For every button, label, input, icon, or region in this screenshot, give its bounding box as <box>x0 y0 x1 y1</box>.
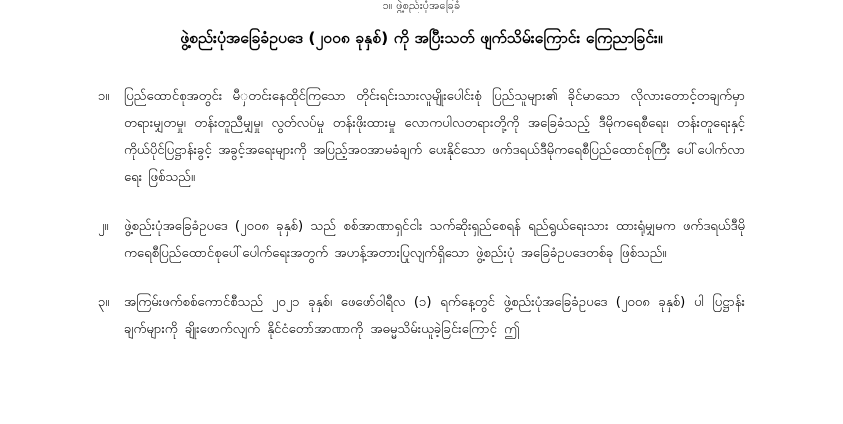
paragraph-3 <box>98 289 745 343</box>
top-text-fragment: ၁။ ဖွဲ့စည်းပုံအခြေခံ <box>382 0 461 12</box>
paragraph-2 <box>98 213 745 267</box>
document-body <box>98 83 745 343</box>
paragraph-1-number: ၁။ <box>98 89 110 104</box>
paragraph-3-text: အကြမ်းဖက်စစ်ကောင်စီသည် ၂၀၂၁ ခုနှစ်၊ ဖေဖော်ဝါရီလ (၁) ရက်နေ့တွင် ဖွဲ့စည်းပုံအခြေခံဥပဒေ (၂၀၀၈ ခုနှစ်) ပါ ပြဋ္ဌာန်းချက်များကို ချိုးဖောက်လျက် နိုင်ငံတော်အာဏာကို အဓမ္မသိမ်းယူခဲ့ခြင်းကြောင့် ဤ <box>124 295 745 337</box>
paragraph-2-text: ဖွဲ့စည်းပုံအခြေခံဥပဒေ (၂၀၀၈ ခုနှစ်) သည် စစ်အာဏာရှင်ငါး သက်ဆိုးရှည်စေရန် ရည်ရွယ်ရေးသား ထားရုံမျှမက ဖက်ဒရယ်ဒီမိုကရေစီပြည်ထောင်စုပေါ်ပေါက်ရေးအတွက် အဟန့်အတားပြုလျက်ရှိသော ဖွဲ့စည်းပုံ အခြေခံဥပဒေတစ်ခု ဖြစ်သည်။ <box>124 219 745 261</box>
paragraph-1-text: ပြည်ထောင်စုအတွင်း မီှတင်းနေထိုင်ကြသော တိုင်းရင်းသားလူမျိုးပေါင်းစုံ ပြည်သူများ၏ ခိုင်မာသော လိုလားတောင့်တချက်မှာ တရားမျှတမှု၊ တန်းတူညီမျှမှု၊ လွတ်လပ်မှု တန်းဖိုးထားမှု လောကပါလတရားတို့ကို အခြေခံသည့် ဒီမိုကရေစီရေး၊ တန်းတူရေးနှင့် ကိုယ်ပိုင်ပြဋ္ဌာန်းခွင့် အခွင့်အရေးများကို အပြည့်အဝအာမခံချက် ပေးနိုင်သော ဖက်ဒရယ်ဒီမိုကရေစီပြည်ထောင်စုကြီး ပေါ်ပေါက်လာရေး ဖြစ်သည်။ <box>124 89 745 185</box>
paragraph-2-number: ၂။ <box>98 219 109 234</box>
page-title: ဖွဲ့စည်းပုံအခြေခံဥပဒေ (၂၀၀၈ ခုနှစ်) ကို အပြီးသတ် ဖျက်သိမ်းကြောင်း ကြေညာခြင်း။ <box>180 29 663 47</box>
paragraph-3-number: ၃။ <box>98 295 110 310</box>
paragraph-1 <box>98 83 745 191</box>
